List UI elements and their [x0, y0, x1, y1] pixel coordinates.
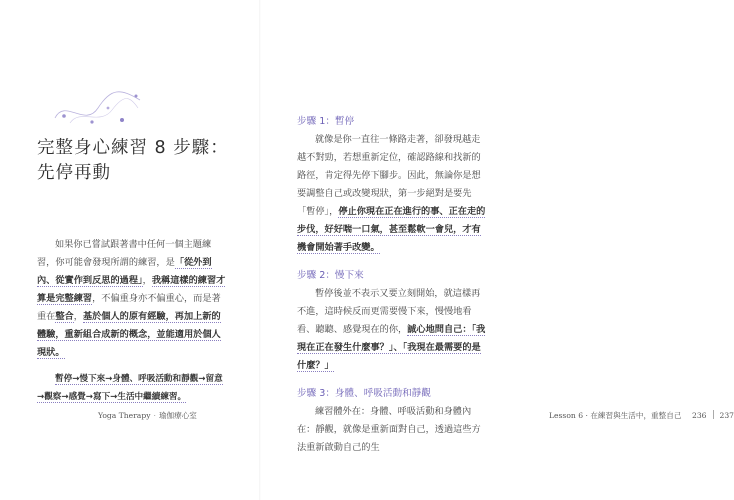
- text-span: ，不偏重身亦不偏重心，而是著重在: [37, 293, 221, 322]
- decorative-swirl-icon: [50, 78, 145, 133]
- step-2: [297, 267, 487, 375]
- step-paragraph: [297, 403, 487, 457]
- text-span: 如果你已嘗試跟著書中任何一個主題練習，你可能會發現所謂的練習，是: [37, 239, 212, 268]
- step-paragraph: [297, 285, 487, 375]
- step-heading: 步驟 2：慢下來: [297, 270, 364, 281]
- page-number-right: 237: [719, 411, 734, 420]
- step-3: [297, 385, 487, 457]
- emphasis-text: 整合: [55, 311, 74, 322]
- chapter-title: [37, 136, 237, 186]
- text-span: 就像是你一直往一條路走著，卻發現越走越不對勁，若想重新定位，確認路線和找新的路徑，肯定得先停下腳步。因此，無論你是想要調整自己或改變現狀，第一步絕對是要先「暫停」，: [297, 134, 481, 217]
- footer-separator: ·: [153, 411, 156, 420]
- step-heading: 步驟 1：暫停: [297, 116, 355, 127]
- page-number-left: 236: [692, 411, 707, 420]
- text-span: ，: [73, 311, 83, 322]
- text-span: 暫停後並不表示又要立刻開始，就這樣再不進，這時候反而更需要慢下來，慢慢地看看、聽聽、感覺現在的你，: [297, 288, 481, 335]
- left-body-text: [37, 236, 227, 406]
- left-page: [0, 0, 260, 500]
- right-page: [260, 0, 734, 500]
- step-heading: 步驟 3：身體、呼吸活動和靜觀: [297, 388, 431, 399]
- practice-flow: [37, 370, 227, 406]
- intro-paragraph: [37, 236, 227, 362]
- chapter-title-line-1: 完整身心練習 8 步驟：: [37, 138, 229, 158]
- right-running-footer: [549, 410, 681, 421]
- left-running-footer: [98, 410, 197, 421]
- text-span: ，: [142, 275, 152, 286]
- step-1: [297, 113, 487, 257]
- footer-book-title-en: Yoga Therapy: [98, 411, 151, 420]
- page-numbers: [692, 410, 734, 420]
- emphasis-text: 基於個人的原有經驗，再加上新的體驗，重新組合成新的概念，並能適用於個人現狀。: [37, 311, 221, 358]
- page-number-divider: [713, 410, 714, 419]
- emphasis-text: 誠心地問自己：「我現在正在發生什麼事？」、「我現在最需要的是什麼？」: [297, 324, 486, 371]
- footer-book-title-zh: 瑜伽療心室: [158, 411, 197, 420]
- footer-lesson: Lesson 6: [549, 411, 584, 420]
- right-body-text: [297, 113, 487, 467]
- text-span: 練習體外在：身體、呼吸活動和身體內在：靜觀，就像是重新面對自己，透過這些方法重新啟動自己的生: [297, 406, 481, 453]
- chapter-title-line-2: 先停再動: [37, 163, 111, 183]
- emphasis-text: 停止你現在正在進行的事、正在走的步伐，好好喘一口氣，甚至鬆軟一會兒，才有機會開始著手改變。: [297, 206, 486, 253]
- step-paragraph: [297, 131, 487, 257]
- footer-chapter-title: 在練習與生活中，重整自己: [590, 411, 682, 420]
- practice-flow-text: 暫停→慢下來→身體、呼吸活動和靜觀→留意→觀察→感覺→寫下→生活中繼續練習。: [37, 374, 223, 402]
- emphasis-text: 「從外到內、從實作到反思的過程」: [37, 257, 212, 286]
- emphasis-text: 我稱這樣的練習才算是完整練習: [37, 275, 226, 304]
- footer-separator: ·: [585, 411, 588, 420]
